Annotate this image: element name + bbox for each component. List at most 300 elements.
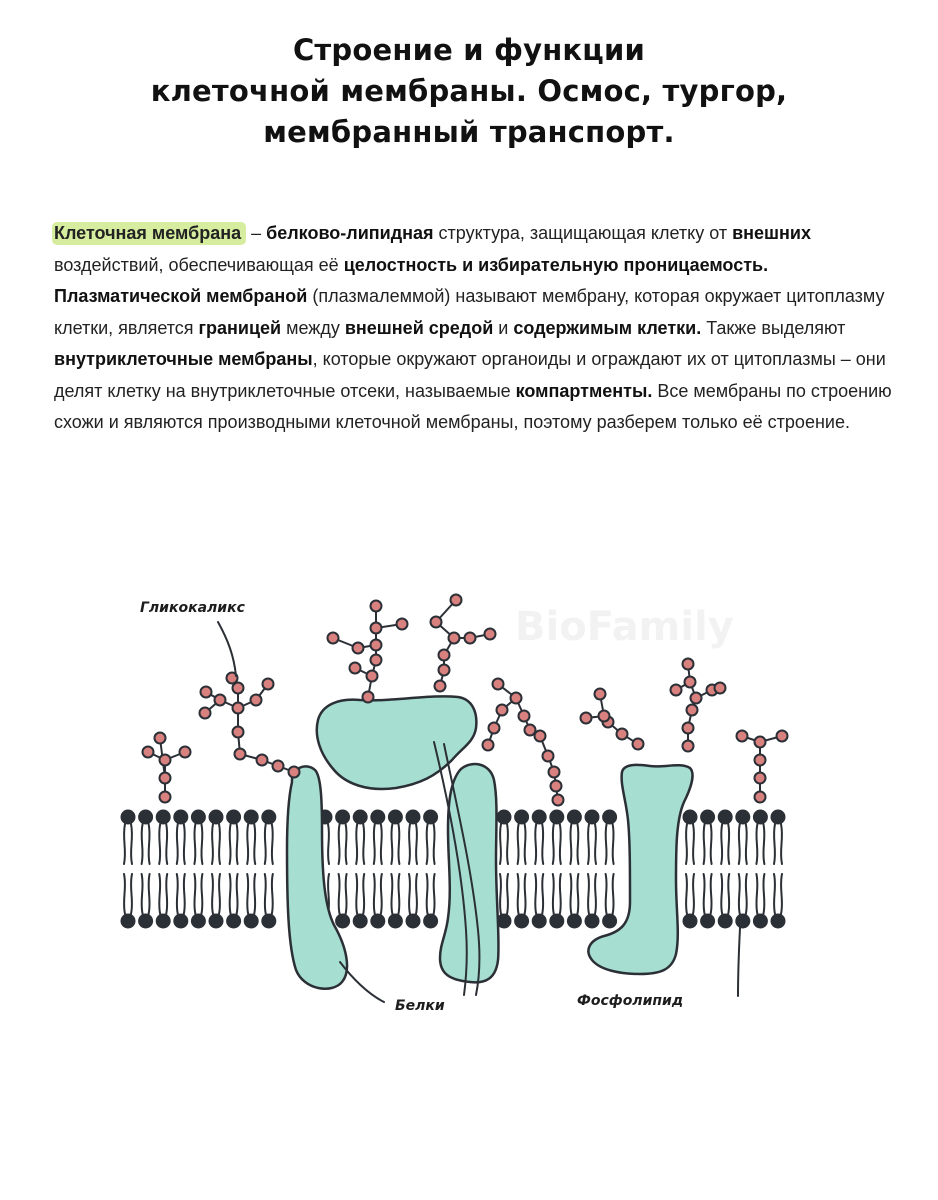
sugar-residue — [233, 683, 244, 694]
lipid-tail — [595, 824, 596, 864]
bold-run: внутриклеточные мембраны — [54, 349, 313, 369]
lipid-head-outer — [735, 810, 750, 825]
lipid-tail — [542, 824, 543, 864]
sugar-chain — [328, 601, 408, 703]
phospholipid — [753, 810, 768, 929]
lipid-tail — [606, 874, 607, 914]
sugar-residue — [777, 731, 788, 742]
lipid-tail — [500, 824, 501, 864]
sugar-residue — [235, 749, 246, 760]
sugar-residue — [251, 695, 262, 706]
lipid-head-inner — [423, 914, 438, 929]
phospholipid — [585, 810, 600, 929]
lipid-head-inner — [700, 914, 715, 929]
sugar-residue — [671, 685, 682, 696]
lipid-tail — [194, 874, 195, 914]
phospholipid — [156, 810, 171, 929]
lipid-tail — [374, 874, 375, 914]
sugar-residue — [683, 741, 694, 752]
text-run: структура, защищающая клетку от — [433, 223, 733, 243]
lipid-tail — [774, 874, 775, 914]
lipid-tail — [781, 874, 782, 914]
lipid-tail — [525, 824, 526, 864]
lipid-tail — [507, 874, 508, 914]
phospholipid — [700, 810, 715, 929]
lipid-tail — [201, 874, 202, 914]
lipid-tail — [542, 874, 543, 914]
sugar-chain — [143, 733, 191, 803]
lipid-head-inner — [121, 914, 136, 929]
lipid-tail — [721, 824, 722, 864]
lipid-head-inner — [173, 914, 188, 929]
lipid-tail — [535, 874, 536, 914]
lipid-tail — [212, 874, 213, 914]
lipid-tail — [704, 874, 705, 914]
phospholipid — [191, 810, 206, 929]
lipid-tail — [746, 824, 747, 864]
sugar-chain — [671, 659, 726, 752]
sugar-residue — [200, 708, 211, 719]
lipid-tail — [570, 824, 571, 864]
phospholipid — [370, 810, 385, 929]
lipid-head-inner — [261, 914, 276, 929]
sugar-residue — [451, 595, 462, 606]
phospholipid — [514, 810, 529, 929]
phospholipid — [138, 810, 153, 929]
bold-run: компартменты. — [515, 380, 653, 401]
sugar-residue — [543, 751, 554, 762]
lipid-head-outer — [191, 810, 206, 825]
text-run: , которые окружают органоиды и ограждают их от цитоплазмы – они делят клетку на внутриклеточные отсеки, называемые — [54, 349, 886, 401]
phospholipid — [353, 810, 368, 929]
lipid-tail — [763, 874, 764, 914]
lipid-tail — [606, 824, 607, 864]
phospholipid — [173, 810, 188, 929]
lipid-tail — [265, 824, 266, 864]
lipid-tail — [131, 874, 132, 914]
bold-run: внешних — [732, 223, 812, 243]
lipid-tail — [219, 874, 220, 914]
label-glycocalyx: Гликокаликс — [140, 600, 245, 616]
sugar-residue — [715, 683, 726, 694]
label-proteins: Белки — [395, 998, 445, 1014]
lipid-tail — [247, 824, 248, 864]
lipid-tail — [711, 824, 712, 864]
sugar-residue — [371, 601, 382, 612]
lipid-head-outer — [585, 810, 600, 825]
sugar-residue — [525, 725, 536, 736]
lipid-head-outer — [173, 810, 188, 825]
phospholipid — [388, 810, 403, 929]
sugar-residue — [233, 727, 244, 738]
sugar-residue — [581, 713, 592, 724]
sugar-residue — [289, 767, 300, 778]
sugar-chain — [535, 731, 564, 806]
phospholipid — [532, 810, 547, 929]
title-line-3: мембранный транспорт. — [263, 115, 675, 149]
lipid-head-outer — [226, 810, 241, 825]
lipid-tail — [230, 874, 231, 914]
lipid-head-outer — [406, 810, 421, 825]
sugar-residue — [687, 705, 698, 716]
phospholipid — [683, 810, 698, 929]
phospholipid — [771, 810, 786, 929]
sugar-residue — [755, 792, 766, 803]
phospholipid — [497, 810, 512, 929]
sugar-residue — [155, 733, 166, 744]
sugar-residue — [160, 755, 171, 766]
lipid-head-inner — [753, 914, 768, 929]
text-run: Все мембраны по строению схожи и являются производными клеточной мембраны, поэтому разберем только её строение. — [54, 380, 892, 432]
lipid-tail — [166, 874, 167, 914]
lipid-tail — [427, 824, 428, 864]
phospholipid — [209, 810, 224, 929]
lipid-head-inner — [353, 914, 368, 929]
lipid-tail — [739, 874, 740, 914]
sugar-residue — [519, 711, 530, 722]
lipid-tail — [131, 824, 132, 864]
sugar-residue — [551, 781, 562, 792]
lipid-head-outer — [718, 810, 733, 825]
lipid-tail — [613, 874, 614, 914]
lipid-tail — [237, 874, 238, 914]
sugar-residue — [350, 663, 361, 674]
lipid-head-inner — [735, 914, 750, 929]
lipid-head-outer — [209, 810, 224, 825]
lipid-tail — [746, 874, 747, 914]
lipid-tail — [763, 824, 764, 864]
lipid-head-outer — [602, 810, 617, 825]
text-run: и — [493, 317, 514, 338]
lipid-head-outer — [514, 810, 529, 825]
lipid-head-outer — [353, 810, 368, 825]
phospholipid — [261, 810, 276, 929]
phospholipid — [602, 810, 617, 929]
lipid-tail — [166, 824, 167, 864]
lipid-tail — [391, 824, 392, 864]
lipid-head-inner — [388, 914, 403, 929]
sugar-residue — [363, 692, 374, 703]
lipid-tail — [356, 824, 357, 864]
sugar-residue — [353, 643, 364, 654]
lipid-head-outer — [261, 810, 276, 825]
lipid-head-outer — [753, 810, 768, 825]
lipid-tail — [739, 824, 740, 864]
lipid-tail — [427, 874, 428, 914]
lipid-tail — [409, 874, 410, 914]
sugar-residue — [683, 723, 694, 734]
phospholipid — [567, 810, 582, 929]
watermark: BioFamily — [515, 604, 734, 650]
lipid-head-inner — [209, 914, 224, 929]
lipid-tail — [374, 824, 375, 864]
pointer-glycocalyx — [218, 622, 236, 676]
lipid-tail — [518, 874, 519, 914]
phospholipid — [549, 810, 564, 929]
sugar-chain — [737, 731, 788, 803]
lipid-tail — [686, 874, 687, 914]
sugar-residue — [599, 711, 610, 722]
lipid-head-outer — [121, 810, 136, 825]
lipid-tail — [409, 824, 410, 864]
sugar-chain — [200, 673, 300, 778]
lipid-tail — [686, 824, 687, 864]
sugar-residue — [263, 679, 274, 690]
phospholipid — [226, 810, 241, 929]
lipid-tail — [381, 874, 382, 914]
bold-run: целостность и избирательную проницаемость. Плазматической мембраной — [54, 254, 769, 306]
sugar-residue — [755, 755, 766, 766]
lipid-head-inner — [718, 914, 733, 929]
sugar-residue — [449, 633, 460, 644]
lipid-tail — [230, 824, 231, 864]
lipid-tail — [588, 874, 589, 914]
sugar-residue — [737, 731, 748, 742]
lipid-tail — [381, 824, 382, 864]
lipid-tail — [704, 824, 705, 864]
sugar-residue — [553, 795, 564, 806]
lipid-head-inner — [532, 914, 547, 929]
lipid-tail — [346, 824, 347, 864]
sugar-residue — [595, 689, 606, 700]
lipid-tail — [560, 824, 561, 864]
sugar-residue — [160, 773, 171, 784]
sugar-residue — [497, 705, 508, 716]
lipid-head-inner — [683, 914, 698, 929]
lipid-tail — [194, 824, 195, 864]
lipid-head-inner — [244, 914, 259, 929]
lipid-head-inner — [335, 914, 350, 929]
lipid-tail — [774, 824, 775, 864]
lipid-tail — [124, 824, 125, 864]
sugar-residue — [691, 693, 702, 704]
protein-channel-left — [287, 766, 347, 988]
phospholipid — [244, 810, 259, 929]
sugar-residue — [371, 655, 382, 666]
sugar-residue — [549, 767, 560, 778]
lipid-tail — [711, 874, 712, 914]
lipid-head-outer — [388, 810, 403, 825]
lipid-tail — [177, 824, 178, 864]
lipid-tail — [553, 874, 554, 914]
lipid-tail — [142, 874, 143, 914]
lipid-tail — [346, 874, 347, 914]
lipid-tail — [756, 824, 757, 864]
lipid-tail — [693, 824, 694, 864]
lipid-tail — [328, 824, 329, 864]
lipid-tail — [265, 874, 266, 914]
lipid-tail — [391, 874, 392, 914]
lipid-tail — [518, 824, 519, 864]
sugar-residue — [435, 681, 446, 692]
lipid-tail — [416, 874, 417, 914]
sugar-residue — [683, 659, 694, 670]
sugar-residue — [328, 633, 339, 644]
lipid-tail — [184, 874, 185, 914]
bold-run: белково-липидная — [266, 223, 434, 243]
sugar-residue — [233, 703, 244, 714]
sugar-residue — [489, 723, 500, 734]
lipid-tail — [434, 874, 435, 914]
lipid-tail — [184, 824, 185, 864]
sugar-residue — [143, 747, 154, 758]
phospholipid — [406, 810, 421, 929]
lipid-head-inner — [406, 914, 421, 929]
sugar-residue — [180, 747, 191, 758]
lipid-tail — [553, 824, 554, 864]
lipid-tail — [570, 874, 571, 914]
lipid-tail — [177, 874, 178, 914]
lipid-tail — [339, 824, 340, 864]
lipid-tail — [247, 874, 248, 914]
sugar-residue — [483, 740, 494, 751]
lipid-tail — [728, 874, 729, 914]
lipid-tail — [339, 874, 340, 914]
lipid-head-inner — [156, 914, 171, 929]
lipid-tail — [693, 874, 694, 914]
bold-run: границей — [198, 317, 282, 338]
lipid-tail — [756, 874, 757, 914]
lipid-tail — [254, 824, 255, 864]
lipid-tail — [535, 824, 536, 864]
lipid-head-inner — [514, 914, 529, 929]
title-line-1: Строение и функции — [292, 33, 646, 67]
lipid-tail — [416, 824, 417, 864]
phospholipid — [423, 810, 438, 929]
sugar-residue — [511, 693, 522, 704]
lipid-tail — [398, 874, 399, 914]
lipid-tail — [363, 824, 364, 864]
lipid-head-inner — [585, 914, 600, 929]
bold-run: внешней средой — [344, 317, 494, 338]
lipid-tail — [142, 824, 143, 864]
lipid-head-outer — [138, 810, 153, 825]
sugar-residue — [755, 773, 766, 784]
lipid-tail — [434, 824, 435, 864]
sugar-chain — [483, 679, 536, 751]
lipid-tail — [159, 874, 160, 914]
lipid-tail — [781, 824, 782, 864]
lipid-tail — [124, 874, 125, 914]
sugar-residue — [465, 633, 476, 644]
lipid-head-outer — [683, 810, 698, 825]
sugar-residue — [493, 679, 504, 690]
lipid-head-inner — [771, 914, 786, 929]
lipid-tail — [398, 824, 399, 864]
label-phospholipid: Фосфолипид — [577, 993, 684, 1009]
text-run: воздействий, обеспечивающая её — [54, 254, 344, 275]
lipid-head-outer — [497, 810, 512, 825]
lipid-head-inner — [602, 914, 617, 929]
bold-run: содержимым клетки. — [513, 317, 702, 338]
sugar-chain — [431, 595, 496, 692]
phospholipid — [718, 810, 733, 929]
sugar-residue — [485, 629, 496, 640]
lipid-tail — [721, 874, 722, 914]
lipid-tail — [577, 824, 578, 864]
lipid-tail — [237, 824, 238, 864]
lipid-head-outer — [370, 810, 385, 825]
lipid-head-outer — [335, 810, 350, 825]
lipid-tail — [159, 824, 160, 864]
lipid-tail — [272, 874, 273, 914]
sugar-residue — [160, 792, 171, 803]
sugar-residue — [371, 640, 382, 651]
sugar-residue — [439, 650, 450, 661]
title-line-2: клеточной мембраны. Осмос, тургор, — [150, 74, 788, 108]
lipid-head-inner — [226, 914, 241, 929]
protein-globular-top — [317, 696, 477, 789]
protein-transmembrane-right — [588, 765, 692, 974]
lipid-tail — [525, 874, 526, 914]
sugar-residue — [273, 761, 284, 772]
lipid-head-outer — [700, 810, 715, 825]
sugar-residue — [257, 755, 268, 766]
lipid-tail — [588, 824, 589, 864]
lipid-head-inner — [138, 914, 153, 929]
pointer-phospholipid — [738, 928, 740, 996]
lipid-head-outer — [156, 810, 171, 825]
lipid-tail — [201, 824, 202, 864]
lipid-tail — [728, 824, 729, 864]
phospholipid — [735, 810, 750, 929]
lipid-head-inner — [191, 914, 206, 929]
lipid-tail — [356, 874, 357, 914]
sugar-residue — [755, 737, 766, 748]
lipid-head-inner — [370, 914, 385, 929]
lipid-tail — [363, 874, 364, 914]
lipid-tail — [595, 874, 596, 914]
sugar-residue — [431, 617, 442, 628]
sugar-residue — [535, 731, 546, 742]
lipid-head-outer — [771, 810, 786, 825]
lipid-tail — [219, 824, 220, 864]
sugar-residue — [371, 623, 382, 634]
phospholipid — [121, 810, 136, 929]
lipid-tail — [149, 824, 150, 864]
lipid-tail — [613, 824, 614, 864]
sugar-residue — [617, 729, 628, 740]
text-run: – — [246, 223, 267, 243]
lipid-head-outer — [423, 810, 438, 825]
text-run: между — [281, 317, 345, 338]
sugar-residue — [201, 687, 212, 698]
sugar-chain — [581, 689, 644, 750]
lipid-head-inner — [549, 914, 564, 929]
lipid-tail — [507, 824, 508, 864]
sugar-residue — [397, 619, 408, 630]
lipid-tail — [272, 824, 273, 864]
lipid-head-outer — [549, 810, 564, 825]
sugar-residue — [633, 739, 644, 750]
lipid-head-outer — [244, 810, 259, 825]
sugar-residue — [215, 695, 226, 706]
sugar-residue — [685, 677, 696, 688]
lipid-head-inner — [567, 914, 582, 929]
phospholipid — [335, 810, 350, 929]
lipid-tail — [560, 874, 561, 914]
text-run: Также выделяют — [701, 317, 846, 338]
lipid-tail — [149, 874, 150, 914]
highlighted-term: Клеточная мембрана — [52, 222, 246, 245]
text-run: (плазмалеммой) называют мембрану, которая окружает цитоплазму клетки, является — [54, 286, 885, 338]
lipid-head-outer — [567, 810, 582, 825]
lipid-tail — [212, 824, 213, 864]
lipid-tail — [500, 874, 501, 914]
sugar-residue — [367, 671, 378, 682]
lipid-head-outer — [532, 810, 547, 825]
sugar-residue — [439, 665, 450, 676]
